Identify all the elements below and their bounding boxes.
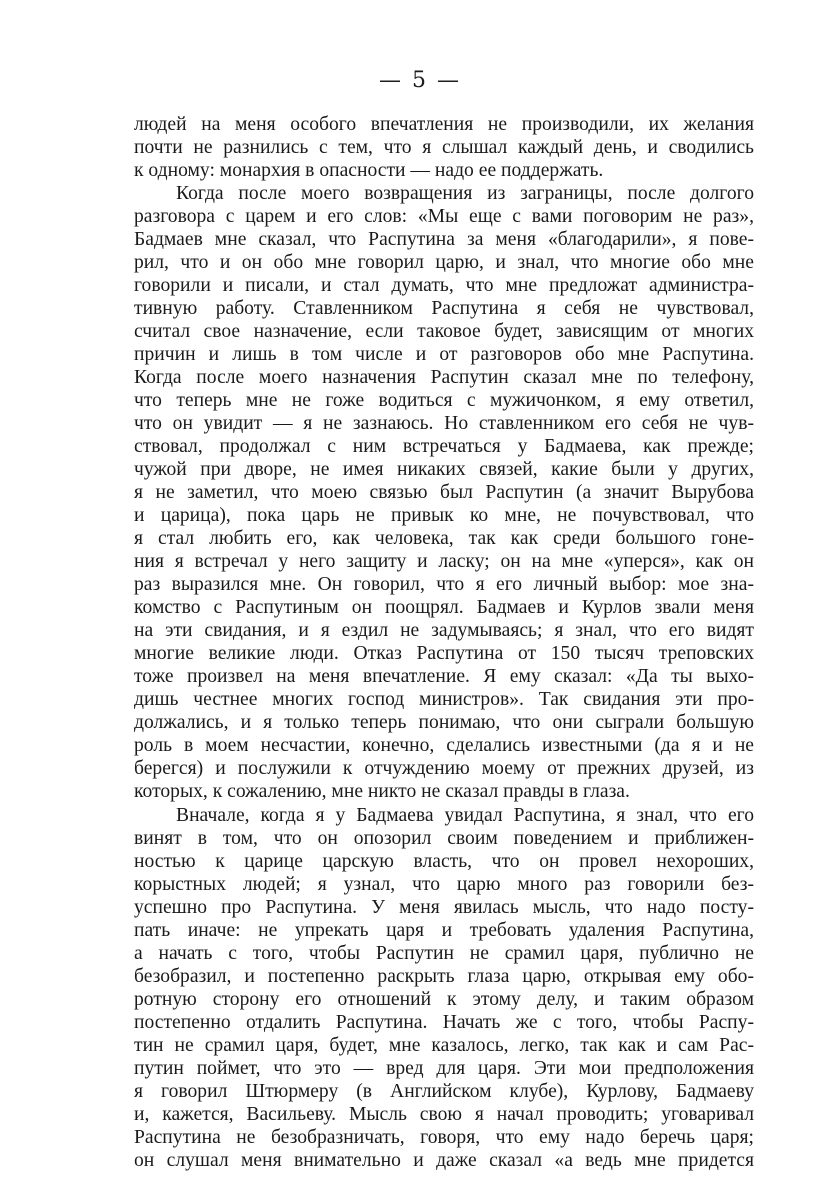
body-text xyxy=(134,113,754,1172)
text-line: Вначале, когда я у Бадмаева увидал Распутина, я знал, что его xyxy=(176,805,754,826)
text-line: чужой при дворе, не имея никаких связей, какие были у других, xyxy=(134,459,754,480)
text-line: говорили и писали, и стал думать, что мне предложат администра- xyxy=(134,275,754,296)
text-line: постепенно отдалить Распутина. Начать же с того, чтобы Распу- xyxy=(134,1012,754,1033)
text-line: к одному: монархия в опасности — надо ее поддержать. xyxy=(134,160,604,181)
paragraph-3 xyxy=(134,804,754,1172)
paragraph-1 xyxy=(134,113,754,182)
text-line: раз выразился мне. Он говорил, что я его личный выбор: мое зна- xyxy=(134,574,754,595)
text-line: и царица), пока царь не привык ко мне, не почувствовал, что xyxy=(134,505,754,526)
text-line: успешно про Распутина. У меня явилась мысль, что надо посту- xyxy=(134,897,754,918)
text-line: тин не срамил царя, будет, мне казалось, легко, так как и сам Рас- xyxy=(134,1035,754,1056)
text-line: пать иначе: не упрекать царя и требовать удаления Распутина, xyxy=(134,920,754,941)
text-line: комство с Распутиным он поощрял. Бадмаев и Курлов звали меня xyxy=(134,597,754,618)
text-line: дишь честнее многих господ министров». Так свидания эти про- xyxy=(134,689,754,710)
text-line: он слушал меня внимательно и даже сказал «а ведь мне придется xyxy=(134,1150,754,1171)
text-line: которых, к сожалению, мне никто не сказал правды в глаза. xyxy=(134,781,630,802)
text-line: ствовал, продолжал с ним встречаться у Бадмаева, как прежде; xyxy=(134,436,754,457)
text-line: Распутина не безобразничать, говоря, что ему надо беречь царя; xyxy=(134,1127,754,1148)
text-line: разговора с царем и его слов: «Мы еще с вами поговорим не раз», xyxy=(134,206,754,227)
text-line: должались, и я только теперь понимаю, что они сыграли большую xyxy=(134,712,754,733)
text-line: что теперь мне не гоже водиться с мужичонком, я ему ответил, xyxy=(134,390,754,411)
text-line: винят в том, что он опозорил своим поведением и приближен- xyxy=(134,828,754,849)
text-line: что он увидит — я не зазнаюсь. Но ставленником его себя не чув- xyxy=(134,413,754,434)
text-line: и, кажется, Васильеву. Мысль свою я начал проводить; уговаривал xyxy=(134,1104,754,1125)
text-line: безобразил, и постепенно раскрыть глаза царю, открывая ему обо- xyxy=(134,966,754,987)
paragraph-2 xyxy=(134,182,754,803)
text-line: Когда после моего назначения Распутин сказал мне по телефону, xyxy=(134,367,754,388)
text-line: тивную работу. Ставленником Распутина я себя не чувствовал, xyxy=(134,298,754,319)
text-line: считал свое назначение, если таковое будет, зависящим от многих xyxy=(134,321,754,342)
page-number: — 5 — xyxy=(379,68,461,93)
text-line: путин поймет, что это — вред для царя. Эти мои предположения xyxy=(134,1058,754,1079)
text-line: на эти свидания, и я ездил не задумываясь; я знал, что его видят xyxy=(134,620,754,641)
text-line: ния я встречал у него защиту и ласку; он на мне «уперся», как он xyxy=(134,551,754,572)
text-line: корыстных людей; я узнал, что царю много раз говорили без- xyxy=(134,874,754,895)
text-line: ротную сторону его отношений к этому делу, и таким образом xyxy=(134,989,754,1010)
text-line: многие великие люди. Отказ Распутина от 150 тысяч треповских xyxy=(134,643,754,664)
text-line: а начать с того, чтобы Распутин не срамил царя, публично не xyxy=(134,943,754,964)
text-line: роль в моем несчастии, конечно, сделались известными (да я и не xyxy=(134,735,754,756)
text-line: берегся) и послужили к отчуждению моему от прежних друзей, из xyxy=(134,758,754,779)
text-line: я не заметил, что моею связью был Распутин (а значит Вырубова xyxy=(134,482,754,503)
text-line: Когда после моего возвращения из заграницы, после долгого xyxy=(176,183,754,204)
text-line: я говорил Штюрмеру (в Английском клубе), Курлову, Бадмаеву xyxy=(134,1081,754,1102)
text-line: я стал любить его, как человека, так как среди большого гоне- xyxy=(134,528,754,549)
text-line: людей на меня особого впечатления не производили, их желания xyxy=(134,114,754,135)
text-line: почти не разнились с тем, что я слышал каждый день, и сводились xyxy=(134,137,754,158)
text-line: Бадмаев мне сказал, что Распутина за меня «благодарили», я пове- xyxy=(134,229,754,250)
text-line: причин и лишь в том числе и от разговоров обо мне Распутина. xyxy=(134,344,754,365)
text-line: тоже произвел на меня впечатление. Я ему сказал: «Да ты выхо- xyxy=(134,666,754,687)
text-line: ностью к царице царскую власть, что он провел нехороших, xyxy=(134,851,754,872)
text-line: рил, что и он обо мне говорил царю, и знал, что многие обо мне xyxy=(134,252,754,273)
